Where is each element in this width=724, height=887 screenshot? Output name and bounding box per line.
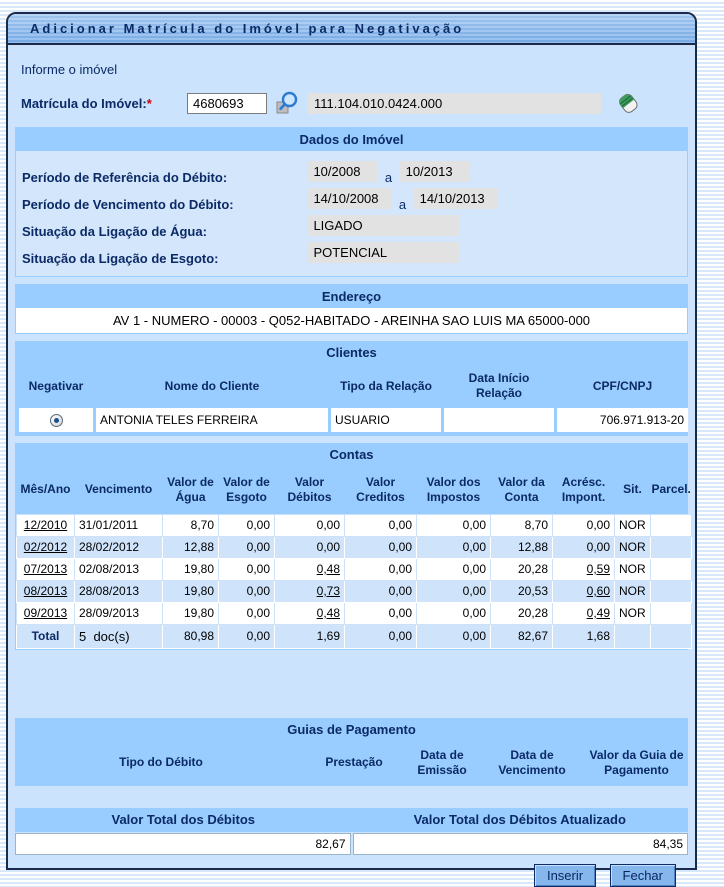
situacao-esgoto-row: Situação da Ligação de Esgoto: POTENCIAL bbox=[22, 242, 681, 264]
valor-esgoto-cell: 0,00 bbox=[219, 558, 275, 580]
contas-header-valor-conta: Valor da Conta bbox=[498, 474, 545, 504]
guias-header-valor-guia: Valor da Guia de Pagamento bbox=[589, 747, 684, 777]
contas-total-row bbox=[17, 624, 692, 648]
page-title: Adicionar Matrícula do Imóvel para Negativação bbox=[30, 21, 465, 36]
search-icon[interactable] bbox=[275, 90, 301, 116]
mes-ano-link[interactable]: 12/2010 bbox=[23, 518, 68, 532]
valor-impostos-cell: 0,00 bbox=[417, 536, 491, 558]
contas-header-valor-impostos: Valor dos Impostos bbox=[426, 474, 481, 504]
contas-row bbox=[17, 514, 692, 536]
total-label: Total bbox=[17, 624, 75, 648]
valor-conta-cell: 20,28 bbox=[491, 558, 553, 580]
periodo-vencimento-row: Período de Vencimento do Débito: 14/10/2008 a 14/10/2013 bbox=[22, 188, 681, 210]
contas-header-parcel: Parcel. bbox=[651, 482, 691, 497]
total-valor-agua: 80,98 bbox=[163, 624, 219, 648]
valor-debitos-link[interactable]: 0,48 bbox=[316, 562, 340, 576]
guias-header-tipo-debito: Tipo do Débito bbox=[119, 755, 203, 769]
situacao-agua-row: Situação da Ligação de Água: LIGADO bbox=[22, 215, 681, 237]
acresc-link[interactable]: 0,60 bbox=[586, 584, 610, 598]
contas-header-sit: Sit. bbox=[623, 482, 642, 497]
endereco-value: AV 1 - NUMERO - 00003 - Q052-HABITADO - AREINHA SAO LUIS MA 65000-000 bbox=[16, 308, 687, 333]
parcel-cell bbox=[651, 536, 692, 558]
contas-header-valor-agua: Valor de Água bbox=[167, 474, 214, 504]
clientes-header-cpf: CPF/CNPJ bbox=[592, 378, 653, 393]
inscricao-field: 111.104.010.0424.000 bbox=[308, 93, 601, 114]
mes-ano-link[interactable]: 07/2013 bbox=[23, 562, 68, 576]
cliente-cpf-cnpj: 706.971.913-20 bbox=[557, 408, 688, 432]
intro-text: Informe o imóvel bbox=[21, 62, 118, 77]
total-valor-debitos: 1,69 bbox=[275, 624, 345, 648]
valor-conta-cell: 20,28 bbox=[491, 602, 553, 624]
contas-header-valor-debitos: Valor Débitos bbox=[287, 474, 332, 504]
valor-creditos-cell: 0,00 bbox=[345, 514, 417, 536]
valor-esgoto-cell: 0,00 bbox=[219, 602, 275, 624]
valor-debitos-cell: 0,00 bbox=[275, 536, 345, 558]
valor-agua-cell: 19,80 bbox=[163, 602, 219, 624]
situacao-agua-value: LIGADO bbox=[307, 215, 459, 236]
dados-imovel-section bbox=[15, 127, 688, 277]
acresc-cell: 0,00 bbox=[553, 536, 615, 558]
valor-impostos-cell: 0,00 bbox=[417, 514, 491, 536]
valor-esgoto-cell: 0,00 bbox=[219, 580, 275, 602]
contas-header-acresc: Acrésc. Impont. bbox=[561, 474, 606, 504]
periodo-referencia-ate: 10/2013 bbox=[400, 161, 470, 182]
valor-creditos-cell: 0,00 bbox=[345, 580, 417, 602]
matricula-label: Matrícula do Imóvel:* bbox=[21, 95, 152, 111]
valor-creditos-cell: 0,00 bbox=[345, 536, 417, 558]
periodo-referencia-row: Período de Referência do Débito: 10/2008 a 10/2013 bbox=[22, 161, 681, 183]
dados-imovel-title: Dados do Imóvel bbox=[16, 128, 687, 151]
acresc-link[interactable]: 0,59 bbox=[586, 562, 610, 576]
sit-cell: NOR bbox=[615, 514, 651, 536]
contas-row bbox=[17, 602, 692, 624]
periodo-vencimento-de: 14/10/2008 bbox=[307, 188, 391, 209]
negativar-radio[interactable] bbox=[50, 414, 63, 427]
valor-impostos-cell: 0,00 bbox=[417, 558, 491, 580]
parcel-cell bbox=[651, 558, 692, 580]
eraser-icon[interactable] bbox=[615, 90, 641, 116]
guias-header-prestacao: Prestação bbox=[325, 755, 383, 769]
guias-header-data-emissao: Data de Emissão bbox=[417, 747, 467, 777]
contas-row bbox=[17, 558, 692, 580]
endereco-section bbox=[15, 284, 688, 334]
endereco-title: Endereço bbox=[16, 285, 687, 308]
matricula-row bbox=[21, 90, 688, 116]
total-valor-creditos: 0,00 bbox=[345, 624, 417, 648]
valor-total-atualizado-label: Valor Total dos Débitos Atualizado bbox=[413, 811, 626, 827]
total-valor-esgoto: 0,00 bbox=[219, 624, 275, 648]
valor-impostos-cell: 0,00 bbox=[417, 580, 491, 602]
valor-impostos-cell: 0,00 bbox=[417, 602, 491, 624]
valor-agua-cell: 19,80 bbox=[163, 558, 219, 580]
valor-creditos-cell: 0,00 bbox=[345, 558, 417, 580]
contas-row bbox=[17, 536, 692, 558]
vencimento-cell: 28/08/2013 bbox=[75, 580, 163, 602]
valor-conta-cell: 8,70 bbox=[491, 514, 553, 536]
clientes-header-tipo: Tipo da Relação bbox=[340, 378, 432, 393]
valor-creditos-cell: 0,00 bbox=[345, 602, 417, 624]
valor-total-debitos-label: Valor Total dos Débitos bbox=[111, 811, 255, 827]
mes-ano-link[interactable]: 02/2012 bbox=[23, 540, 68, 554]
action-buttons bbox=[15, 864, 688, 887]
contas-title: Contas bbox=[15, 443, 688, 466]
guias-title: Guias de Pagamento bbox=[15, 718, 688, 741]
clientes-title: Clientes bbox=[15, 341, 688, 364]
contas-header-valor-creditos: Valor Creditos bbox=[356, 474, 405, 504]
valor-conta-cell: 20,53 bbox=[491, 580, 553, 602]
vencimento-cell: 28/02/2012 bbox=[75, 536, 163, 558]
contas-header-vencimento: Vencimento bbox=[84, 482, 153, 497]
valor-esgoto-cell: 0,00 bbox=[219, 536, 275, 558]
clientes-header-negativar: Negativar bbox=[28, 378, 84, 393]
guias-header-data-vencimento: Data de Vencimento bbox=[498, 747, 566, 777]
valor-conta-cell: 12,88 bbox=[491, 536, 553, 558]
total-valor-conta: 82,67 bbox=[491, 624, 553, 648]
sit-cell: NOR bbox=[615, 558, 651, 580]
cliente-row bbox=[19, 408, 688, 432]
sit-cell: NOR bbox=[615, 602, 651, 624]
guias-pagamento-section bbox=[15, 718, 688, 786]
dialog-panel bbox=[6, 12, 697, 883]
total-acresc: 1,68 bbox=[553, 624, 615, 648]
valor-total-atualizado-value: 84,35 bbox=[353, 833, 689, 855]
cliente-tipo-relacao: USUARIO bbox=[331, 408, 441, 432]
sit-cell: NOR bbox=[615, 536, 651, 558]
clientes-header-nome: Nome do Cliente bbox=[164, 378, 260, 393]
required-asterisk: * bbox=[146, 95, 152, 111]
valor-debitos-link[interactable]: 0,73 bbox=[316, 584, 340, 598]
acresc-cell: 0,00 bbox=[553, 514, 615, 536]
valor-total-debitos-value: 82,67 bbox=[15, 833, 351, 855]
sit-cell: NOR bbox=[615, 580, 651, 602]
mes-ano-link[interactable]: 09/2013 bbox=[23, 606, 68, 620]
valor-agua-cell: 12,88 bbox=[163, 536, 219, 558]
vencimento-cell: 02/08/2013 bbox=[75, 558, 163, 580]
contas-header-valor-esgoto: Valor de Esgoto bbox=[223, 474, 270, 504]
valor-debitos-link[interactable]: 0,48 bbox=[316, 606, 340, 620]
valor-debitos-cell: 0,00 bbox=[275, 514, 345, 536]
vencimento-cell: 31/01/2011 bbox=[75, 514, 163, 536]
contas-section bbox=[15, 443, 691, 650]
contas-row bbox=[17, 580, 692, 602]
mes-ano-link[interactable]: 08/2013 bbox=[23, 584, 68, 598]
valor-agua-cell: 19,80 bbox=[163, 580, 219, 602]
fechar-button[interactable]: Fechar bbox=[610, 864, 676, 887]
parcel-cell bbox=[651, 580, 692, 602]
situacao-esgoto-value: POTENCIAL bbox=[307, 242, 459, 263]
clientes-section bbox=[15, 341, 688, 436]
parcel-cell bbox=[651, 602, 692, 624]
acresc-link[interactable]: 0,49 bbox=[586, 606, 610, 620]
total-valor-impostos: 0,00 bbox=[417, 624, 491, 648]
inserir-button[interactable]: Inserir bbox=[534, 864, 596, 887]
cliente-nome: ANTONIA TELES FERREIRA bbox=[96, 408, 328, 432]
periodo-vencimento-ate: 14/10/2013 bbox=[414, 188, 498, 209]
vencimento-cell: 28/09/2013 bbox=[75, 602, 163, 624]
cliente-data-inicio bbox=[444, 408, 554, 432]
periodo-referencia-de: 10/2008 bbox=[307, 161, 377, 182]
valor-esgoto-cell: 0,00 bbox=[219, 514, 275, 536]
matricula-input[interactable] bbox=[187, 93, 267, 114]
parcel-cell bbox=[651, 514, 692, 536]
totais-section bbox=[15, 808, 688, 855]
contas-header-mes-ano: Mês/Ano bbox=[20, 482, 71, 497]
total-docs: 5 doc(s) bbox=[75, 624, 163, 648]
valor-agua-cell: 8,70 bbox=[163, 514, 219, 536]
dialog-title-bar bbox=[8, 14, 695, 45]
clientes-header-data-inicio: Data Início Relação bbox=[468, 371, 530, 400]
